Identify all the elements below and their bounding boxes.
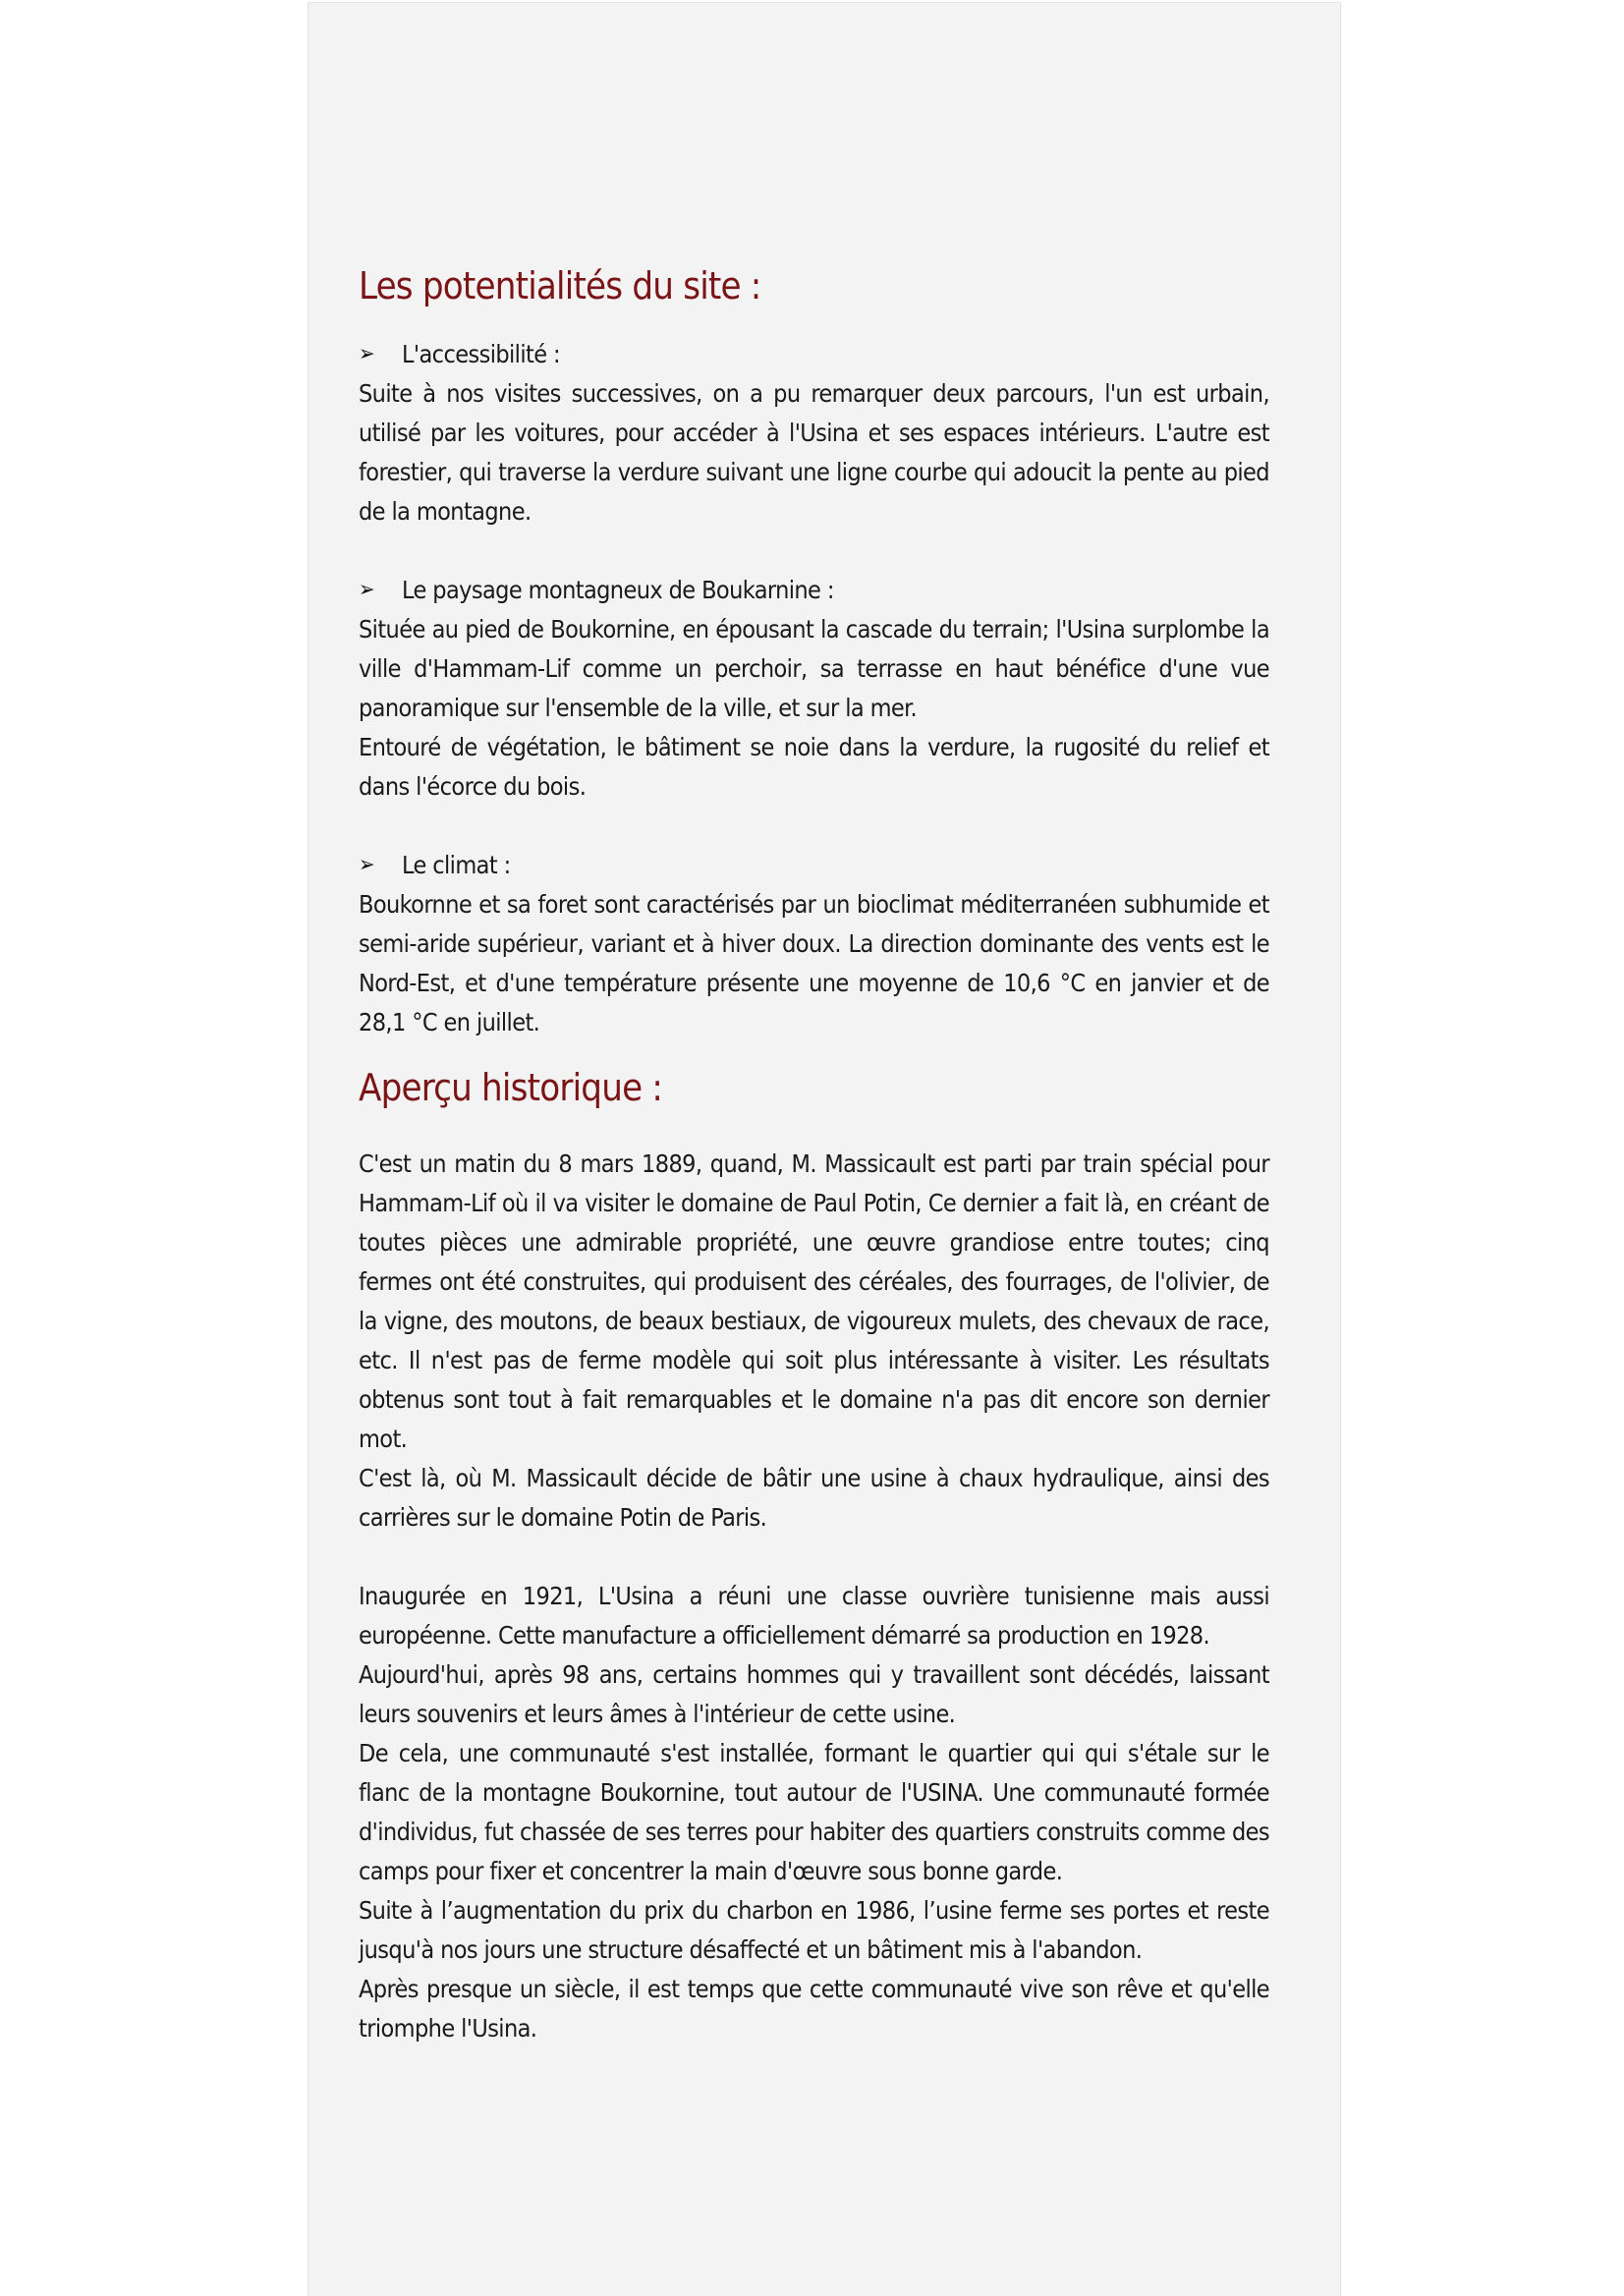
arrowhead-bullet-icon: ➢ [359, 853, 374, 877]
section-title-apercu-historique: Aperçu historique : [359, 1066, 663, 1109]
bullet-heading-label: Le paysage montagneux de Boukarnine : [402, 576, 834, 604]
bullet-heading-paysage [359, 571, 1269, 610]
paragraph: Suite à l’augmentation du prix du charbon en 1986, l’usine ferme ses portes et reste jusqu'à nos jours une structure désaffecté et un bâtiment mis à l'abandon. [359, 1896, 1269, 1964]
bullet-heading-climat [359, 846, 1269, 885]
spacer [359, 1538, 1269, 1577]
paragraph: C'est là, où M. Massicault décide de bâtir une usine à chaux hydraulique, ainsi des carrières sur le domaine Potin de Paris. [359, 1464, 1269, 1532]
section-title-potentialites: Les potentialités du site : [359, 264, 761, 308]
paragraph: Après presque un siècle, il est temps que cette communauté vive son rêve et qu'elle triomphe l'Usina. [359, 1975, 1269, 2043]
document-content [359, 256, 1269, 2048]
bullet-heading-label: Le climat : [402, 851, 511, 879]
paragraph: De cela, une communauté s'est installée, formant le quartier qui qui s'étale sur le flanc de la montagne Boukornine, tout autour de l'USINA. Une communauté formée d'individus, fut chassée de ses terres pour habiter des quartiers construits comme des camps pour fixer et concentrer la main d'œuvre sous bonne garde. [359, 1739, 1269, 1885]
arrowhead-bullet-icon: ➢ [359, 578, 374, 602]
spacer [359, 807, 1269, 846]
bullet-heading-label: L'accessibilité : [402, 340, 560, 368]
paragraph: C'est un matin du 8 mars 1889, quand, M. Massicault est parti par train spécial pour Hammam-Lif où il va visiter le domaine de Paul Potin, Ce dernier a fait là, en créant de toutes pièces une admirable propriété, une œuvre grandiose entre toutes; cinq fermes ont été construites, qui produisent des céréales, des fourrages, de l'olivier, de la vigne, des moutons, de beaux bestiaux, de vigoureux mulets, des chevaux de race, etc. Il n'est pas de ferme modèle qui soit plus intéressante à visiter. Les résultats obtenus sont tout à fait remarquables et le domaine n'a pas dit encore son dernier mot. [359, 1149, 1269, 1453]
paragraph: Située au pied de Boukornine, en épousant la cascade du terrain; l'Usina surplombe la ville d'Hammam-Lif comme un perchoir, sa terrasse en haut bénéfice d'une vue panoramique sur l'ensemble de la ville, et sur la mer. [359, 615, 1269, 722]
paragraph: Inaugurée en 1921, L'Usina a réuni une classe ouvrière tunisienne mais aussi européenne. Cette manufacture a officiellement démarré sa production en 1928. [359, 1582, 1269, 1650]
arrowhead-bullet-icon: ➢ [359, 342, 374, 366]
paragraph: Aujourd'hui, après 98 ans, certains hommes qui y travaillent sont décédés, laissant leurs souvenirs et leurs âmes à l'intérieur de cette usine. [359, 1660, 1269, 1728]
paragraph: Boukornne et sa foret sont caractérisés par un bioclimat méditerranéen subhumide et semi-aride supérieur, variant et à hiver doux. La direction dominante des vents est le Nord-Est, et d'une température présente une moyenne de 10,6 °C en janvier et de 28,1 °C en juillet. [359, 890, 1269, 1036]
document-page [308, 2, 1341, 2296]
bullet-heading-accessibilite [359, 335, 1269, 374]
paragraph: Suite à nos visites successives, on a pu remarquer deux parcours, l'un est urbain, utilisé par les voitures, pour accéder à l'Usina et ses espaces intérieurs. L'autre est forestier, qui traverse la verdure suivant une ligne courbe qui adoucit la pente au pied de la montagne. [359, 379, 1269, 526]
spacer [359, 532, 1269, 571]
paragraph: Entouré de végétation, le bâtiment se noie dans la verdure, la rugosité du relief et dans l'écorce du bois. [359, 733, 1269, 801]
